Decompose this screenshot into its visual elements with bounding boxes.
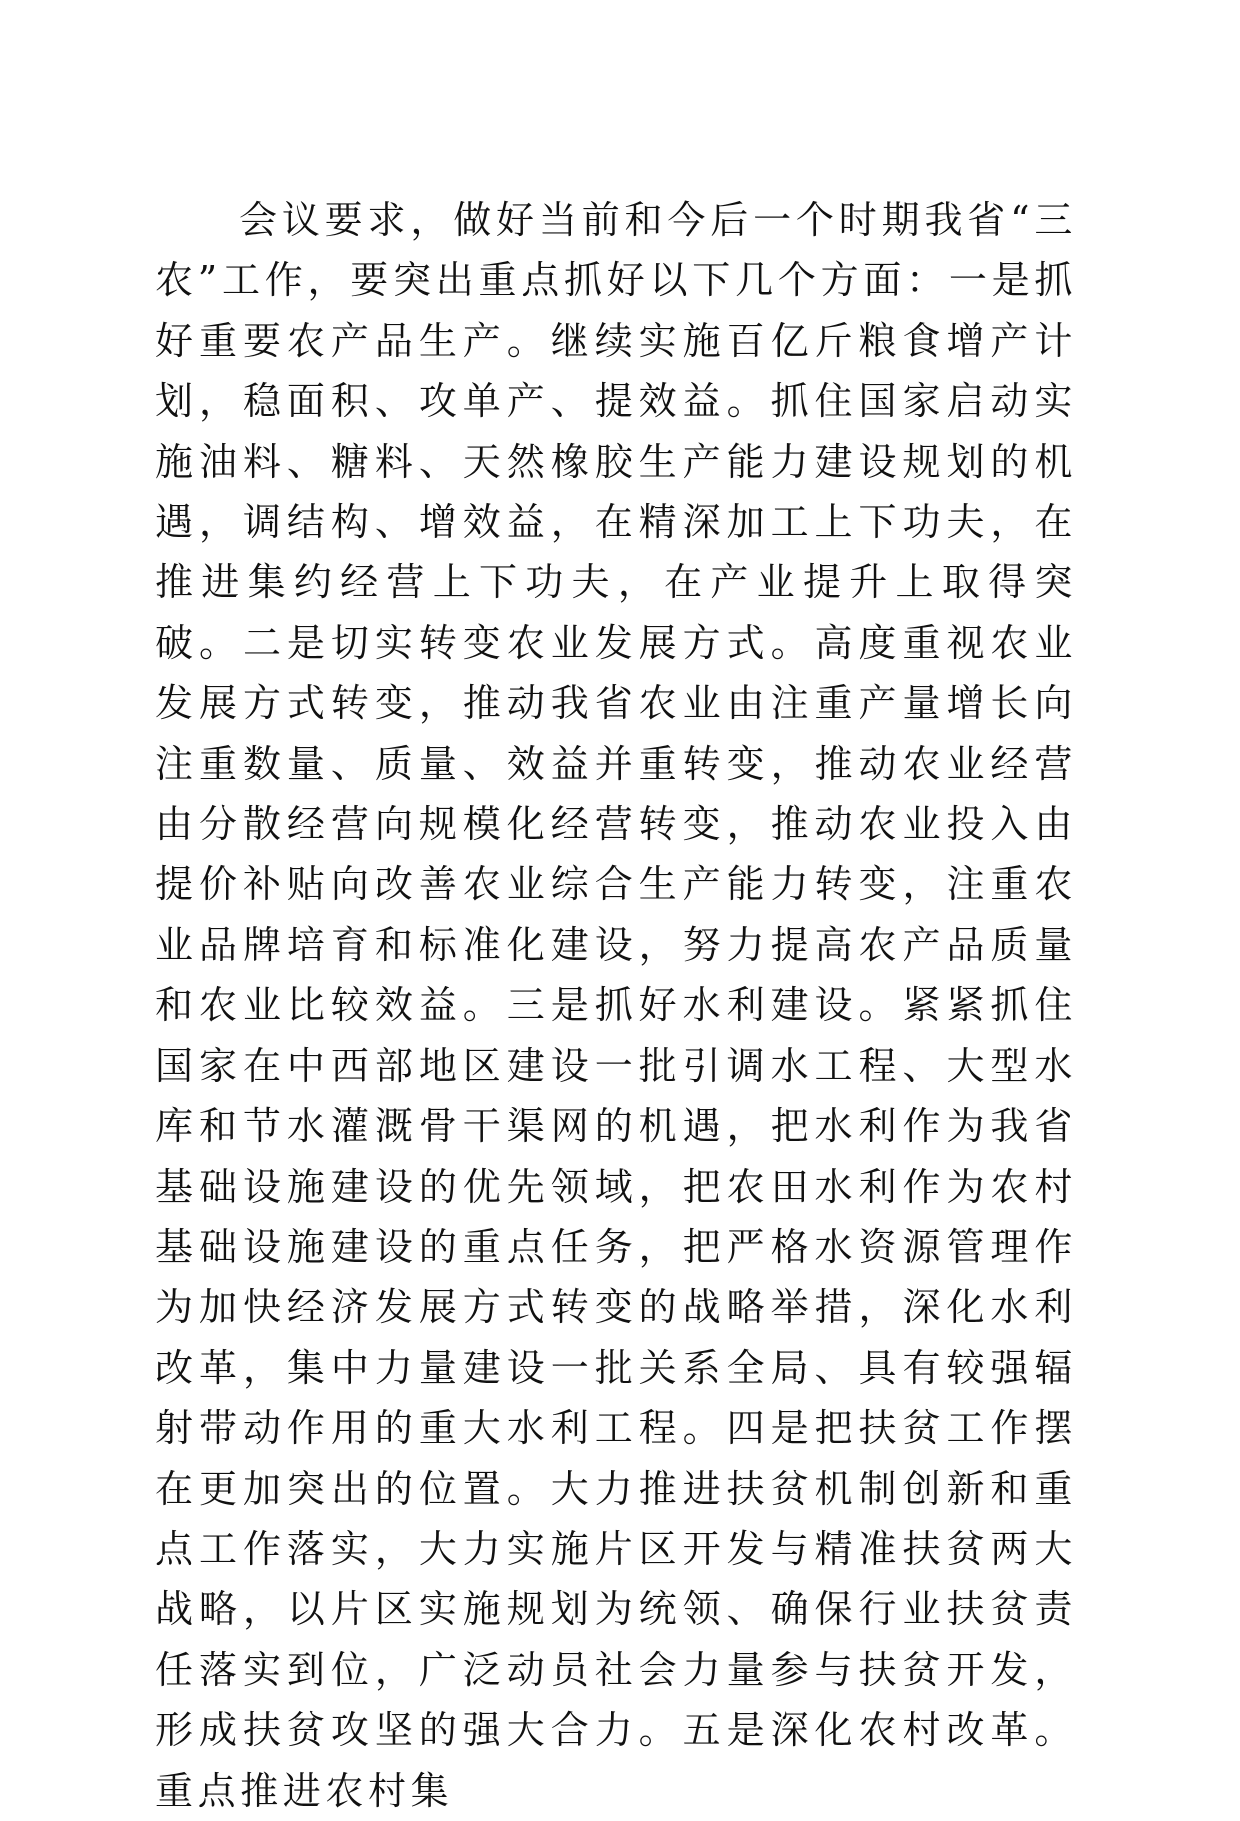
body-paragraph: 会议要求，做好当前和今后一个时期我省“三农”工作，要突出重点抓好以下几个方面：一是抓好重要农产品生产。继续实施百亿斤粮食增产计划，稳面积、攻单产、提效益。抓住国家启动实施油料、糖料、天然橡胶生产能力建设规划的机遇，调结构、增效益，在精深加工上下功夫，在推进集约经营上下功夫，在产业提升上取得突破。二是切实转变农业发展方式。高度重视农业发展方式转变，推动我省农业由注重产量增长向注重数量、质量、效益并重转变，推动农业经营由分散经营向规模化经营转变，推动农业投入由提价补贴向改善农业综合生产能力转变，注重农业品牌培育和标准化建设，努力提高农产品质量和农业比较效益。三是抓好水利建设。紧紧抓住国家在中西部地区建设一批引调水工程、大型水库和节水灌溉骨干渠网的机遇，把水利作为我省基础设施建设的优先领域，把农田水利作为农村基础设施建设的重点任务，把严格水资源管理作为加快经济发展方式转变的战略举措，深化水利改革，集中力量建设一批关系全局、具有较强辐射带动作用的重大水利工程。四是把扶贫工作摆在更加突出的位置。大力推进扶贫机制创新和重点工作落实，大力实施片区开发与精准扶贫两大战略，以片区实施规划为统领、确保行业扶贫责任落实到位，广泛动员社会力量参与扶贫开发，形成扶贫攻坚的强大合力。五是深化农村改革。重点推进农村集 bbox=[155, 198, 1077, 1813]
